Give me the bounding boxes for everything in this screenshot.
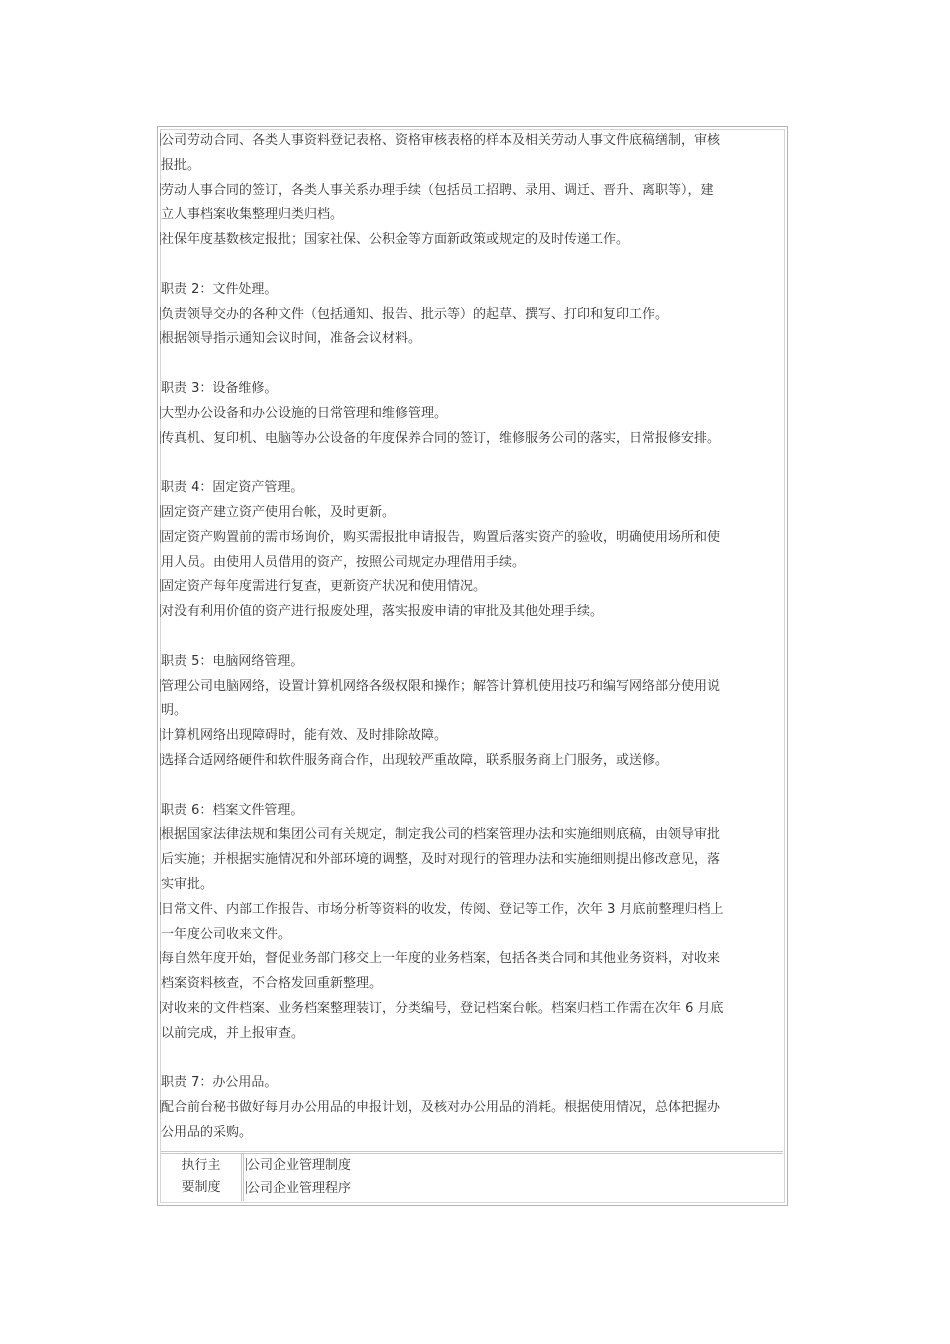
content-line: 对收来的文件档案、业务档案整理装订，分类编号，登记档案台帐。档案归档工作需在次年 6 月底 — [161, 997, 783, 1022]
content-line: 明。 — [161, 703, 188, 719]
content-line: 计算机网络出现障碍时，能有效、及时排除故障。 — [161, 724, 783, 749]
section-heading: 职责 3：设备维修。 — [161, 380, 278, 396]
content-line: 日常文件、内部工作报告、市场分析等资料的收发，传阅、登记等工作，次年 3 月底前整理归档上 — [161, 898, 783, 923]
content-line: 劳动人事合同的签订，各类人事关系办理手续（包括员工招聘、录用、调迁、晋升、离职等），建 — [161, 179, 783, 204]
content-line: 后实施；并根据实施情况和外部环境的调整，及时对现行的管理办法和实施细则提出修改意见，落 — [161, 852, 721, 868]
content-line: 社保年度基数核定报批；国家社保、公积金等方面新政策或规定的及时传递工作。 — [161, 228, 783, 253]
responsibilities-text — [161, 129, 783, 1146]
section-heading: 职责 4：固定资产管理。 — [161, 480, 304, 496]
executed-systems-label — [161, 1154, 244, 1201]
content-line: 立人事档案收集整理归类归档。 — [161, 207, 344, 223]
blank-line — [161, 352, 783, 377]
content-line: 固定资产建立资产使用台帐，及时更新。 — [161, 501, 783, 526]
blank-line — [161, 625, 783, 650]
system-item: 公司企业管理制度 — [247, 1154, 783, 1177]
executed-systems-label-line2: 要制度 — [181, 1180, 221, 1195]
content-line: 公用品的采购。 — [161, 1124, 253, 1140]
content-line: 根据国家法律法规和集团公司有关规定，制定我公司的档案管理办法和实施细则底稿，由领导审批 — [161, 823, 783, 848]
content-line: 以前完成，并上报审查。 — [161, 1025, 305, 1041]
content-line: 用人员。由使用人员借用的资产，按照公司规定办理借用手续。 — [161, 554, 526, 570]
content-line: 传真机、复印机、电脑等办公设备的年度保养合同的签订，维修服务公司的落实，日常报修安排。 — [161, 427, 783, 452]
content-line: 报批。 — [161, 157, 201, 173]
content-line: 实审批。 — [161, 876, 214, 892]
content-line: 选择合适网络硬件和软件服务商合作，出现较严重故障，联系服务商上门服务，或送修。 — [161, 749, 783, 774]
executed-systems-label-line1: 执行主 — [181, 1158, 221, 1173]
content-line: 固定资产每年度需进行复查，更新资产状况和使用情况。 — [161, 575, 783, 600]
section-heading: 职责 6：档案文件管理。 — [161, 802, 304, 818]
section-heading: 职责 2：文件处理。 — [161, 281, 278, 297]
content-line: 固定资产购置前的需市场询价，购买需报批申请报告，购置后落实资产的验收，明确使用场所和使 — [161, 526, 783, 551]
content-line: 根据领导指示通知会议时间，准备会议材料。 — [161, 327, 783, 352]
blank-line — [161, 774, 783, 799]
content-line: 一年度公司收来文件。 — [161, 926, 292, 942]
content-line: 对没有利用价值的资产进行报废处理，落实报废申请的审批及其他处理手续。 — [161, 600, 783, 625]
content-line: 档案资料核查，不合格发回重新整理。 — [161, 976, 383, 992]
executed-systems-list — [247, 1154, 783, 1200]
content-line: 公司劳动合同、各类人事资料登记表格、资格审核表格的样本及相关劳动人事文件底稿缮制，审核 — [161, 129, 783, 154]
content-line: 大型办公设备和办公设施的日常管理和维修管理。 — [161, 402, 783, 427]
executed-systems-row — [161, 1151, 783, 1201]
content-line: 配合前台秘书做好每月办公用品的申报计划，及核对办公用品的消耗。根据使用情况，总体把握办 — [161, 1096, 783, 1121]
blank-line — [161, 1046, 783, 1071]
content-line: 每自然年度开始，督促业务部门移交上一年度的业务档案，包括各类合同和其他业务资料，对收来 — [161, 947, 783, 972]
section-heading: 职责 7：办公用品。 — [161, 1075, 278, 1091]
content-line: 管理公司电脑网络，设置计算机网络各级权限和操作；解答计算机使用技巧和编写网络部分使用说 — [161, 675, 783, 700]
blank-line — [161, 451, 783, 476]
section-heading: 职责 5：电脑网络管理。 — [161, 653, 304, 669]
blank-line — [161, 253, 783, 278]
system-item: 公司企业管理程序 — [247, 1177, 783, 1200]
content-line: 负责领导交办的各种文件（包括通知、报告、批示等）的起草、撰写、打印和复印工作。 — [161, 303, 783, 328]
